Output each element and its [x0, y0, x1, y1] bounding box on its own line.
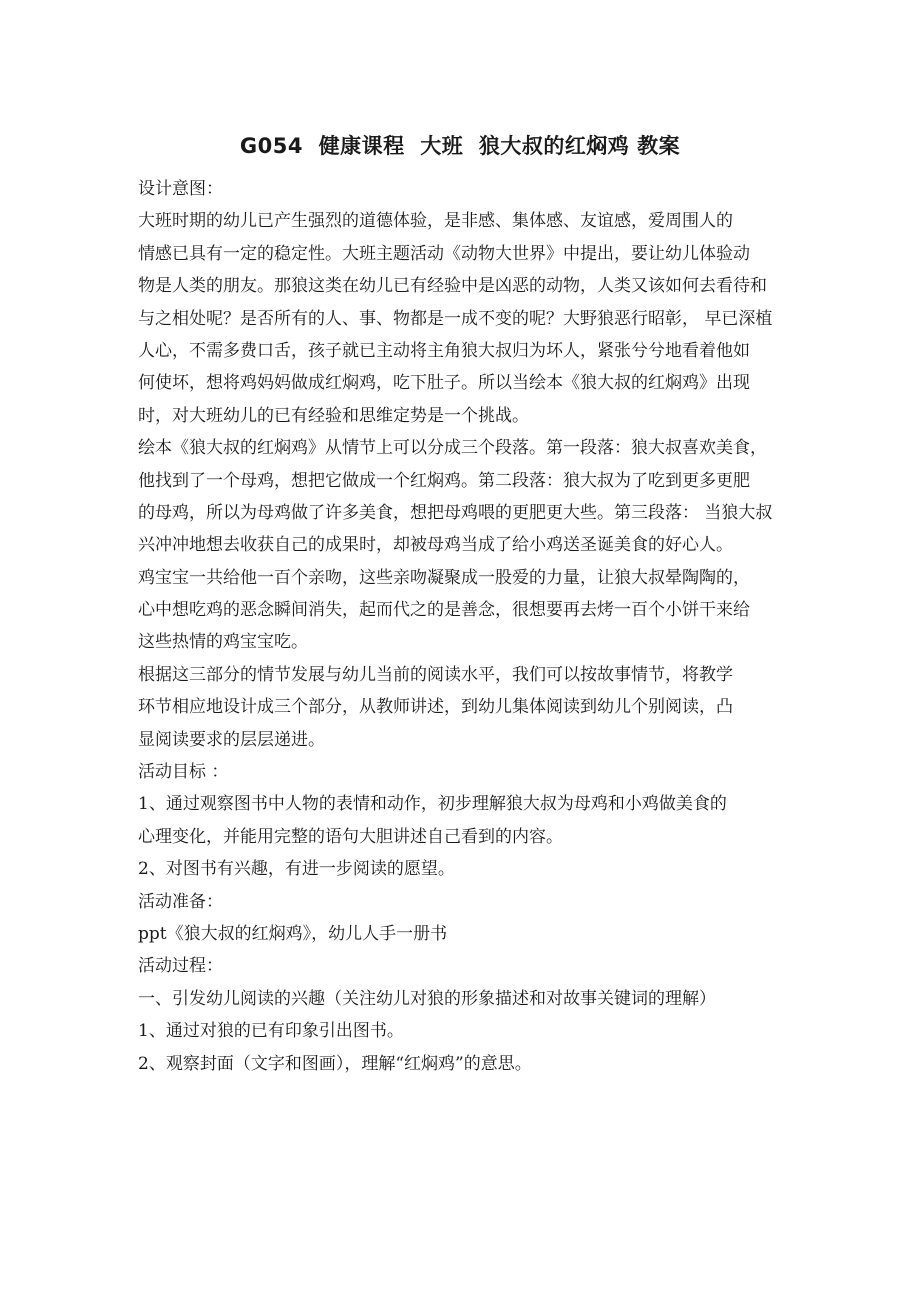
text-line: 大班时期的幼儿已产生强烈的道德体验，是非感、集体感、友谊感，爱周围人的 — [138, 211, 733, 232]
text-line: 这些热情的鸡宝宝吃。 — [138, 632, 308, 653]
text-line: 绘本《狼大叔的红焖鸡》从情节上可以分成三个段落。第一段落：狼大叔喜欢美食， — [138, 438, 767, 459]
text-line: 何使坏，想将鸡妈妈做成红焖鸡，吃下肚子。所以当绘本《狼大叔的红焖鸡》出现 — [138, 373, 750, 394]
text-line: 1、通过对狼的已有印象引出图书。 — [138, 1021, 404, 1042]
text-line: ppt《狼大叔的红焖鸡》，幼儿人手一册书 — [138, 923, 448, 944]
text-line: 心理变化，并能用完整的语句大胆讲述自己看到的内容。 — [138, 826, 563, 847]
text-line: 2、观察封面（文字和图画），理解“红焖鸡”的意思。 — [138, 1053, 532, 1074]
text-line: 情感已具有一定的稳定性。大班主题活动《动物大世界》中提出，要让幼儿体验动 — [138, 243, 750, 264]
text-line: 兴冲冲地想去收获自己的成果时，却被母鸡当成了给小鸡送圣诞美食的好心人。 — [138, 535, 733, 556]
text-line: 他找到了一个母鸡，想把它做成一个红焖鸡。第二段落：狼大叔为了吃到更多更肥 — [138, 470, 750, 491]
text-line: 2、对图书有兴趣，有进一步阅读的愿望。 — [138, 859, 455, 880]
document-body — [138, 173, 818, 1080]
text-line: 设计意图： — [138, 179, 223, 199]
text-line: 的母鸡，所以为母鸡做了许多美食，想把母鸡喂的更肥更大些。第三段落： 当狼大叔 — [138, 502, 773, 523]
text-line: 根据这三部分的情节发展与幼儿当前的阅读水平，我们可以按故事情节，将教学 — [138, 664, 733, 685]
text-line: 物是人类的朋友。那狼这类在幼儿已有经验中是凶恶的动物，人类又该如何去看待和 — [138, 276, 767, 297]
text-line: 一、引发幼儿阅读的兴趣（关注幼儿对狼的形象描述和对故事关键词的理解） — [138, 988, 716, 1009]
text-line: 心中想吃鸡的恶念瞬间消失，起而代之的是善念，很想要再去烤一百个小饼干来给 — [138, 600, 750, 621]
text-line: 与之相处呢？是否所有的人、事、物都是一成不变的呢？大野狼恶行昭彰， 早已深植 — [138, 308, 773, 329]
text-line: 人心，不需多费口舌，孩子就已主动将主角狼大叔归为坏人，紧张兮兮地看着他如 — [138, 340, 750, 361]
text-line: 环节相应地设计成三个部分，从教师讲述，到幼儿集体阅读到幼儿个别阅读，凸 — [138, 697, 733, 718]
text-line: 时，对大班幼儿的已有经验和思维定势是一个挑战。 — [138, 405, 529, 426]
text-line: 1、通过观察图书中人物的表情和动作，初步理解狼大叔为母鸡和小鸡做美食的 — [138, 794, 727, 815]
text-line: 活动准备： — [138, 891, 223, 912]
document-title: G054 健康课程 大班 狼大叔的红焖鸡 教案 — [239, 134, 681, 158]
text-line: 鸡宝宝一共给他一百个亲吻，这些亲吻凝聚成一股爱的力量，让狼大叔晕陶陶的， — [138, 567, 750, 588]
text-line: 活动目标 ： — [138, 762, 229, 783]
text-line: 显阅读要求的层层递进。 — [138, 729, 325, 750]
text-line: 活动过程： — [138, 956, 223, 977]
